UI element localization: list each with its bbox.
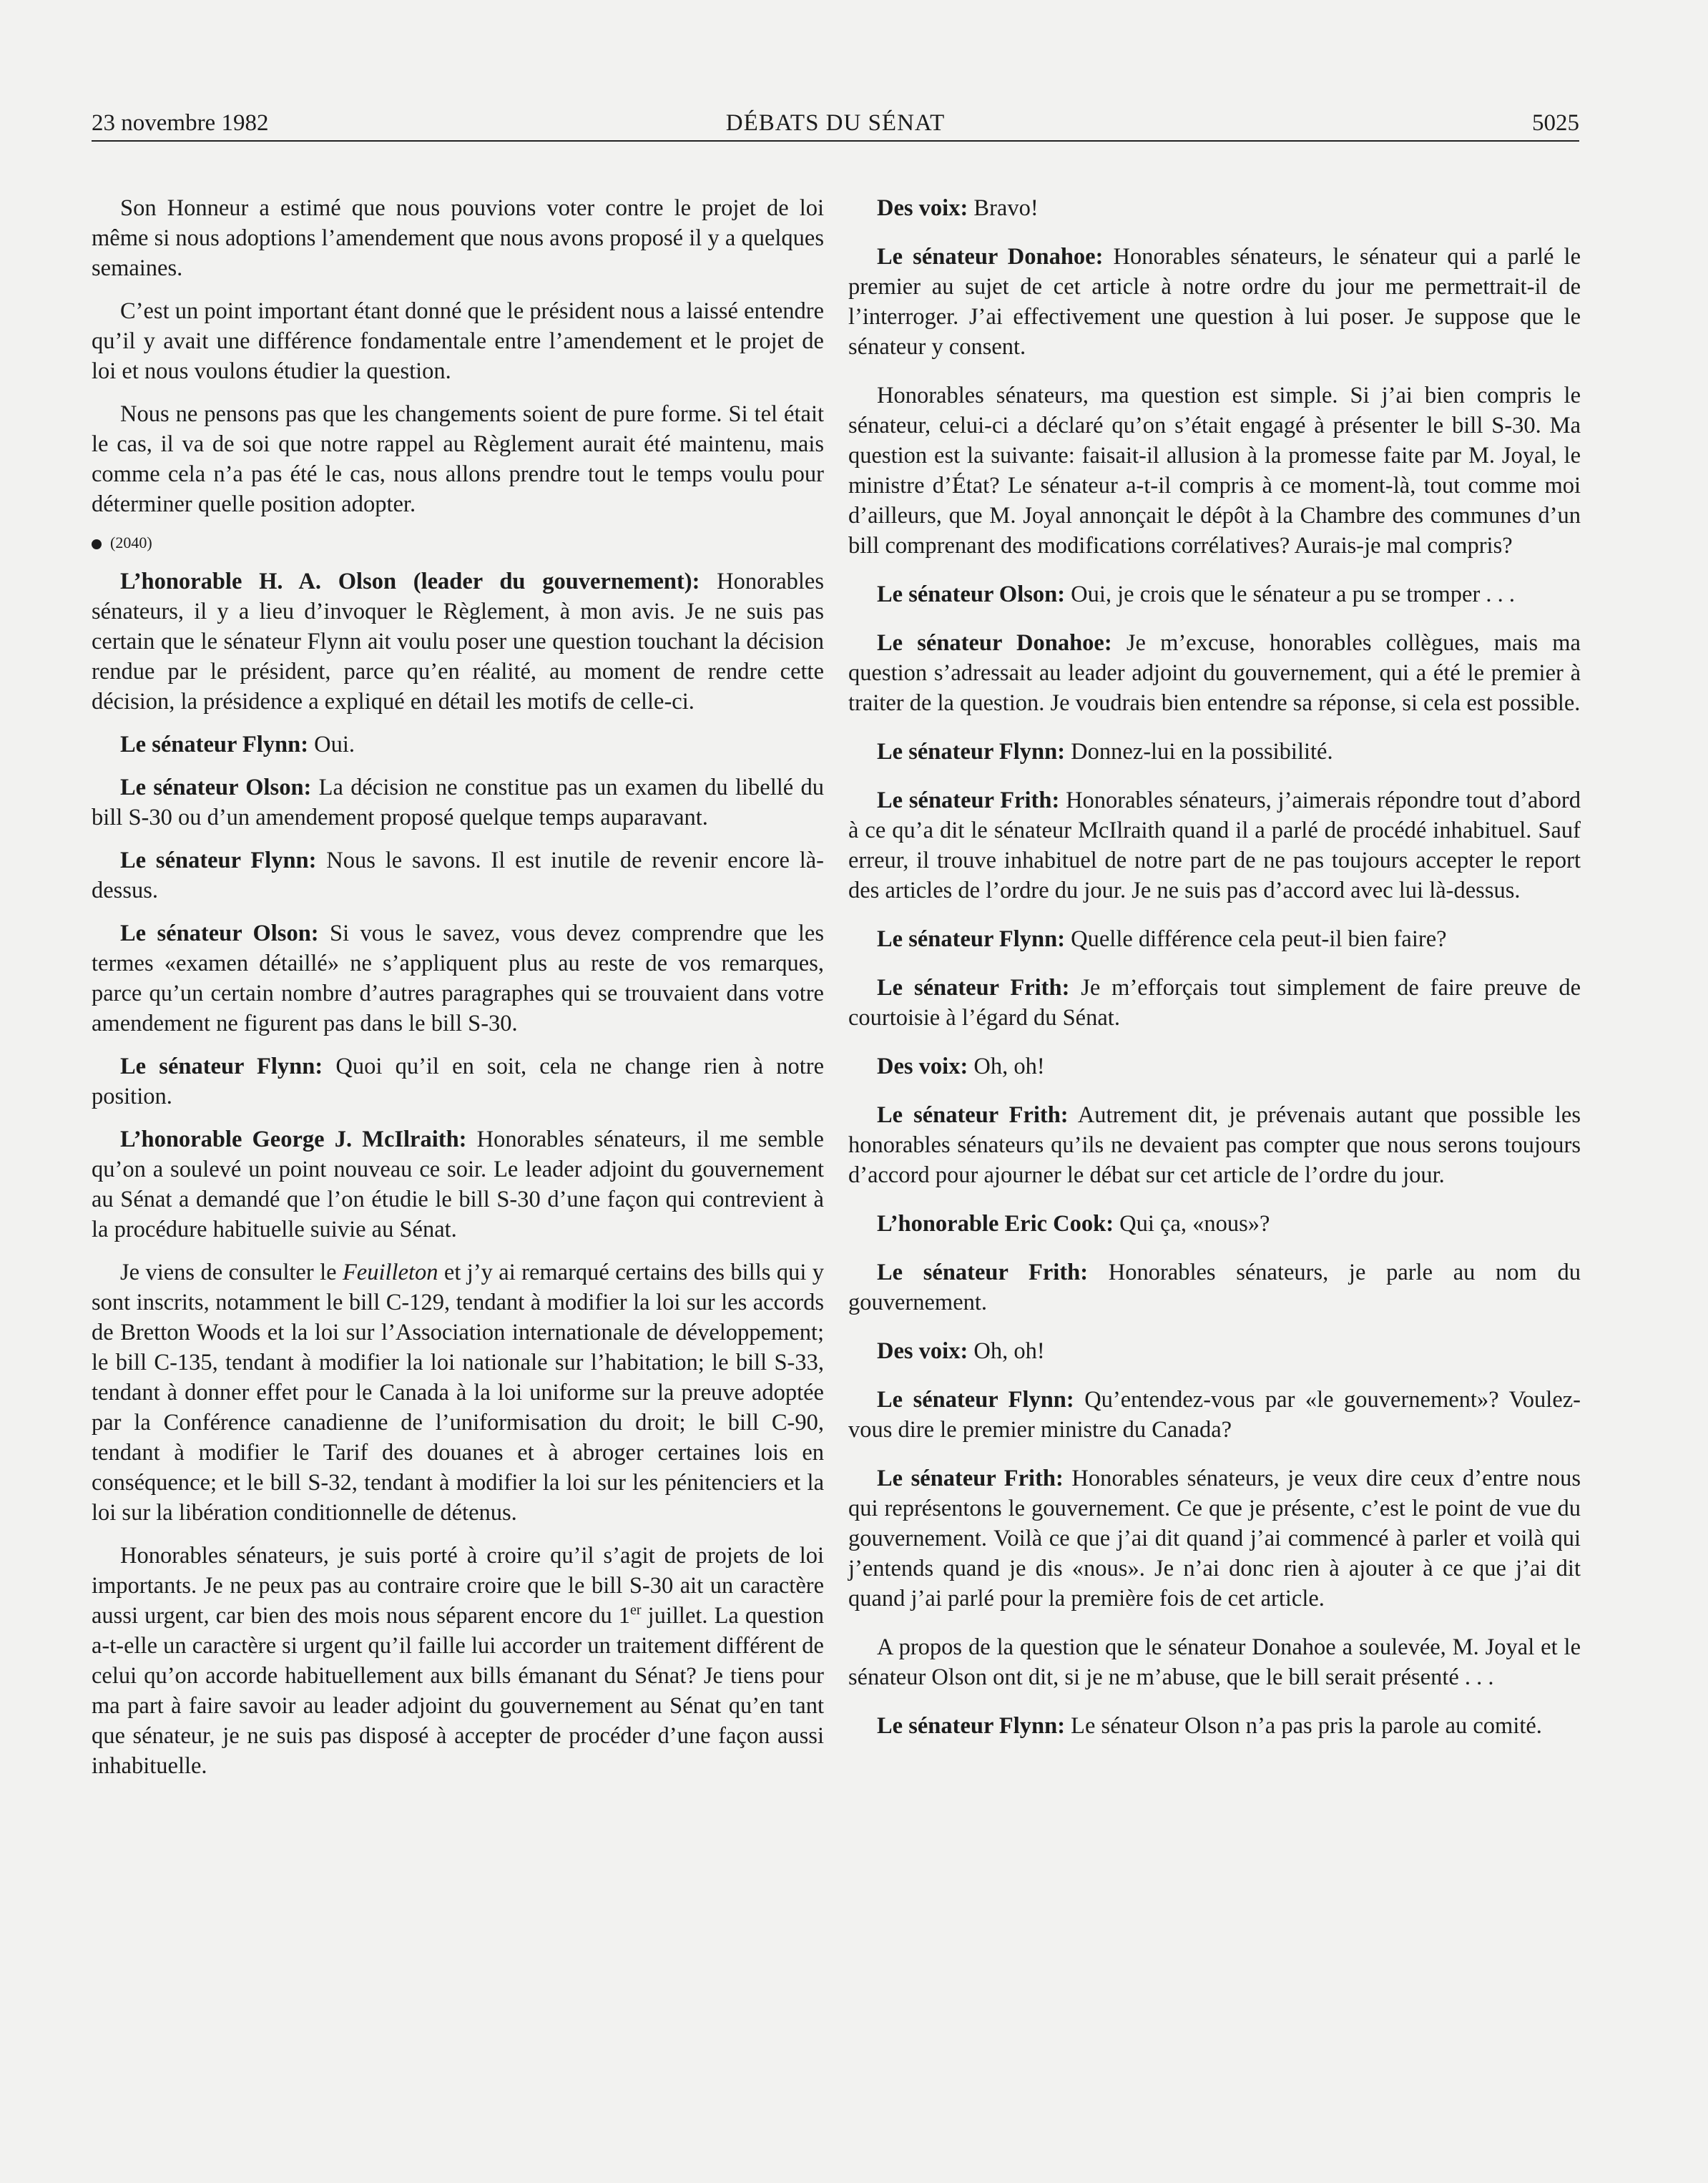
speech-text: La décision ne constitue pas un examen du libellé du bill S-30 ou d’un amendement proposé quelque temps auparavant. — [92, 775, 824, 830]
speech-text: Quelle différence cela peut-il bien faire? — [1065, 926, 1447, 952]
speech-paragraph — [92, 918, 824, 1039]
speech-text: Honorables sénateurs, je parle au nom du gouvernement. — [848, 1260, 1581, 1315]
speaker-name: Le sénateur Olson: — [877, 582, 1066, 607]
paragraph-text: juillet. La question a-t-elle un caractère si urgent qu’il faille lui accorder un traitement différent de celui qu’on accorde habituellement aux bills émanant du Sénat? Je tiens pour ma part à faire savoir au leader adjoint du gouvernement au Sénat qu’en tant que sénateur, je ne suis pas disposé à accepter de procéder d’une façon aussi inhabituelle. — [92, 1603, 824, 1779]
speech-text: Qu’entendez-vous par «le gouvernement»? Voulez-vous dire le premier ministre du Canada? — [848, 1387, 1581, 1443]
paragraph — [92, 1257, 824, 1528]
speech-text: Oh, oh! — [968, 1338, 1045, 1364]
speech-text: Qui ça, «nous»? — [1114, 1211, 1270, 1237]
speaker-name: Le sénateur Flynn: — [120, 1054, 323, 1079]
speech-paragraph — [848, 579, 1581, 609]
paragraph — [92, 1541, 824, 1781]
speech-text: Je m’excuse, honorables collègues, mais ma question s’adressait au leader adjoint du gouvernement, qui a été le premier à traiter de la question. Je voudrais bien entendre sa réponse, si cela est possible. — [848, 630, 1581, 716]
speaker-name: Le sénateur Flynn: — [877, 1713, 1066, 1739]
paragraph: Honorables sénateurs, ma question est simple. Si j’ai bien compris le sénateur, celui-ci a déclaré qu’on s’était engagé à présenter le bill S-30. Ma question est la suivante: faisait-il allusion à la promesse faite par M. Joyal, le ministre d’État? Le sénateur a-t-il compris à ce moment-là, tout comme moi d’ailleurs, que M. Joyal annonçait le dépôt à la Chambre des communes d’un bill comprenant des modifications corrélatives? Aurais-je mal compris? — [848, 383, 1581, 559]
speech-paragraph — [848, 737, 1581, 767]
speech-paragraph — [92, 1124, 824, 1245]
paragraph: Son Honneur a estimé que nous pouvions voter contre le projet de loi même si nous adoptions l’amendement que nous avons proposé il y a quelques semaines. — [92, 195, 824, 281]
page-header — [92, 106, 1579, 143]
speech-paragraph — [848, 1385, 1581, 1445]
superscript: er — [630, 1602, 642, 1619]
speaker-name: L’honorable George J. McIlraith: — [120, 1127, 467, 1152]
speech-paragraph — [848, 1051, 1581, 1081]
speech-text: Oh, oh! — [968, 1054, 1045, 1079]
speech-paragraph — [848, 1209, 1581, 1239]
speech-paragraph — [92, 1051, 824, 1112]
speech-text: Nous le savons. Il est inutile de revenir encore là-dessus. — [92, 848, 824, 903]
speech-paragraph — [848, 193, 1581, 223]
header-rule — [92, 140, 1579, 142]
speaker-name: Le sénateur Frith: — [877, 788, 1060, 813]
speech-text: Je m’efforçais tout simplement de faire preuve de courtoisie à l’égard du Sénat. — [848, 975, 1581, 1031]
speaker-name: Le sénateur Flynn: — [120, 848, 317, 873]
speaker-name: Des voix: — [877, 1338, 968, 1364]
speaker-name: Le sénateur Donahoe: — [877, 630, 1112, 656]
speaker-name: Le sénateur Frith: — [877, 1260, 1089, 1285]
header-date: 23 novembre 1982 — [92, 110, 269, 136]
speech-text: Honorables sénateurs, je veux dire ceux d’entre nous qui représentons le gouvernement. Ce que je présente, c’est le point de vue du gouvernement. Voilà ce que j’ai dit quand j’ai commencé à parler et voilà qui j’entends quand je dis «nous». Je n’ai donc rien à ajouter à ce que j’ai dit quand j’ai parlé pour la première fois de cet article. — [848, 1466, 1581, 1612]
right-column — [848, 193, 1581, 1760]
paragraph-text: Je viens de consulter le — [120, 1260, 343, 1285]
speech-text: Honorables sénateurs, j’aimerais répondre tout d’abord à ce qu’a dit le sénateur McIlraith quand il a parlé de procédé inhabituel. Sauf erreur, il trouve inhabituel de notre part de ne pas toujours accepter le report des articles de l’ordre du jour. Je ne suis pas d’accord avec lui là-dessus. — [848, 788, 1581, 903]
speaker-name: Le sénateur Donahoe: — [877, 244, 1104, 270]
speaker-name: Le sénateur Flynn: — [120, 732, 309, 757]
speaker-name: Le sénateur Olson: — [120, 921, 319, 946]
header-page-number: 5025 — [1532, 110, 1579, 136]
time-marker-text: (2040) — [110, 534, 152, 551]
time-marker — [92, 532, 824, 554]
speaker-name: Le sénateur Olson: — [120, 775, 312, 800]
speaker-name: Le sénateur Frith: — [877, 1466, 1064, 1491]
paragraph-text: Honorables sénateurs, je suis porté à croire qu’il s’agit de projets de loi importants. Je ne peux pas au contraire croire que le bill S-30 ait un caractère aussi urgent, car bien des mois nous séparent encore du 1 — [92, 1543, 824, 1629]
speech-text: Oui. — [308, 732, 355, 757]
bullet-dot-icon — [92, 539, 102, 549]
speech-paragraph — [848, 1336, 1581, 1366]
speech-text: Si vous le savez, vous devez comprendre que les termes «examen détaillé» ne s’appliquent plus au reste de vos remarques, parce qu’un certain nombre d’autres paragraphes qui se trouvaient dans votre amendement ne figurent pas dans le bill S-30. — [92, 921, 825, 1036]
speaker-name: Le sénateur Flynn: — [877, 1387, 1074, 1413]
left-column — [92, 193, 824, 1794]
speech-paragraph — [848, 628, 1581, 718]
speaker-name: Le sénateur Flynn: — [877, 739, 1066, 765]
speech-text: Donnez-lui en la possibilité. — [1065, 739, 1333, 765]
speech-text: Le sénateur Olson n’a pas pris la parole au comité. — [1065, 1713, 1542, 1739]
speech-paragraph — [92, 845, 824, 906]
speech-text: Honorables sénateurs, le sénateur qui a parlé le premier au sujet de cet article à notre ordre du jour me permettrait-il de l’interroger. J’ai effectivement une question à lui poser. Je suppose que le sénateur y consent. — [848, 244, 1581, 360]
speech-text: Autrement dit, je prévenais autant que possible les honorables sénateurs qu’ils ne devaient pas compter que nous serons toujours d’accord pour ajourner le débat sur cet article de l’ordre du jour. — [848, 1102, 1581, 1188]
speech-paragraph — [92, 566, 824, 717]
speech-paragraph — [848, 242, 1581, 362]
speech-paragraph — [848, 785, 1581, 906]
paragraph: A propos de la question que le sénateur Donahoe a soulevée, M. Joyal et le sénateur Olson ont dit, si je ne m’abuse, que le bill serait présenté . . . — [848, 1634, 1581, 1690]
speech-text: Honorables sénateurs, il me semble qu’on a soulevé un point nouveau ce soir. Le leader adjoint du gouvernement au Sénat a demandé que l’on étudie le bill S-30 d’une façon qui contrevient à la procédure habituelle suivie au Sénat. — [92, 1127, 824, 1242]
paragraph: Nous ne pensons pas que les changements soient de pure forme. Si tel était le cas, il va de soi que notre rappel au Règlement aurait été maintenu, mais comme cela n’a pas été le cas, nous allons prendre tout le temps voulu pour déterminer quelle position adopter. — [92, 401, 824, 517]
speech-paragraph — [848, 1257, 1581, 1318]
speech-paragraph — [848, 973, 1581, 1033]
speech-paragraph — [848, 1463, 1581, 1614]
paragraph: C’est un point important étant donné que le président nous a laissé entendre qu’il y avait une différence fondamentale entre l’amendement et le projet de loi et nous voulons étudier la question. — [92, 298, 824, 384]
speaker-name: Le sénateur Frith: — [877, 975, 1070, 1001]
speaker-name: Des voix: — [877, 195, 968, 221]
speech-text: Bravo! — [968, 195, 1039, 221]
speech-text: Oui, je crois que le sénateur a pu se tromper . . . — [1065, 582, 1516, 607]
speaker-name: L’honorable H. A. Olson (leader du gouvernement): — [120, 569, 700, 594]
speaker-name: Des voix: — [877, 1054, 968, 1079]
speech-paragraph — [92, 730, 824, 760]
speaker-name: L’honorable Eric Cook: — [877, 1211, 1114, 1237]
speech-paragraph — [848, 1711, 1581, 1741]
paragraph-text: et j’y ai remarqué certains des bills qui y sont inscrits, notamment le bill C-129, tendant à modifier la loi sur les accords de Bretton Woods et la loi sur l’Association internationale de développement; le bill C-135, tendant à modifier la loi nationale sur l’habitation; le bill S-33, tendant à donner effet pour le Canada à la loi uniforme sur la preuve adoptée par la Conférence canadienne de l’uniformisation du droit; le bill C-90, tendant à modifier le Tarif des douanes et à abroger certaines lois en conséquence; et le bill S-32, tendant à modifier la loi sur les pénitenciers et la loi sur la libération conditionnelle de détenus. — [92, 1260, 825, 1526]
speech-text: Quoi qu’il en soit, cela ne change rien à notre position. — [92, 1054, 825, 1109]
header-title: DÉBATS DU SÉNAT — [725, 110, 946, 136]
speech-text: Honorables sénateurs, il y a lieu d’invoquer le Règlement, à mon avis. Je ne suis pas certain que le sénateur Flynn ait voulu poser une question touchant la décision rendue par le président, parce qu’en réalité, au moment de rendre cette décision, la présidence a expliqué en détail les motifs de celle-ci. — [92, 569, 824, 715]
speaker-name: Le sénateur Flynn: — [877, 926, 1066, 952]
speech-paragraph — [92, 772, 824, 833]
speaker-name: Le sénateur Frith: — [877, 1102, 1069, 1128]
speech-paragraph — [848, 924, 1581, 954]
speech-paragraph — [848, 1100, 1581, 1190]
italic-title: Feuilleton — [342, 1260, 438, 1285]
